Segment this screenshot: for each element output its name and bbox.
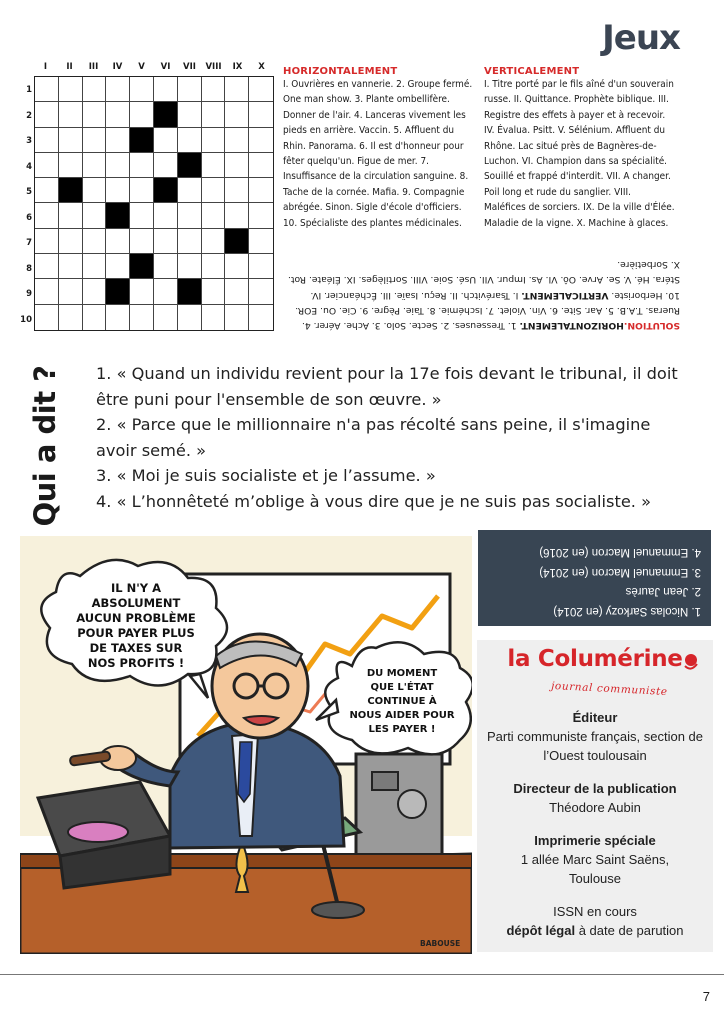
crossword-black-cell xyxy=(130,128,154,153)
crossword-column-label: I xyxy=(43,62,48,72)
bubble-left-line-6: NOS PROFITS ! xyxy=(87,656,185,670)
crossword-cell xyxy=(154,128,178,153)
quote-2: 2. « Parce que le millionnaire n'a pas récolté sans peine, il s'imagine avoir semé. » xyxy=(96,415,651,460)
quote-1: 1. « Quand un individu revient pour la 17e fois devant le tribunal, il doit être puni pour l'ensemble de son œuvre. » xyxy=(96,364,678,409)
crossword-cell xyxy=(154,305,178,330)
crossword-cell xyxy=(35,279,59,304)
crossword-cell xyxy=(202,254,226,279)
crossword-grid xyxy=(14,62,274,334)
crossword-cell xyxy=(202,178,226,203)
printer-label: Imprimerie spéciale xyxy=(534,833,656,848)
crossword-row-label: 3 xyxy=(26,136,32,146)
crossword-row-label: 9 xyxy=(26,289,32,299)
crossword-cell xyxy=(249,279,273,304)
crossword-cell xyxy=(130,178,154,203)
page-title: Jeux xyxy=(602,18,680,58)
crossword-cell xyxy=(225,279,249,304)
crossword-black-cell xyxy=(59,178,83,203)
crossword-cell xyxy=(35,178,59,203)
crossword-cell xyxy=(35,254,59,279)
crossword-cell xyxy=(178,229,202,254)
clues-horizontal-heading: HORIZONTALEMENT xyxy=(283,66,398,77)
crossword-cell xyxy=(249,254,273,279)
bubble-right-line-5: LES PAYER ! xyxy=(368,724,436,735)
crossword-cell xyxy=(249,102,273,127)
bubble-left-line-2: ABSOLUMENT xyxy=(91,596,181,610)
editor-block xyxy=(477,708,713,765)
crossword-cell xyxy=(106,128,130,153)
colophon xyxy=(477,640,713,952)
legal-deposit-bold: dépôt légal xyxy=(506,923,576,938)
crossword-cell xyxy=(106,77,130,102)
crossword-cell xyxy=(35,153,59,178)
crossword-cell xyxy=(178,178,202,203)
crossword-cell xyxy=(35,77,59,102)
crossword-cell xyxy=(106,229,130,254)
crossword-row-label: 7 xyxy=(26,238,32,248)
crossword-cell xyxy=(83,254,107,279)
crossword-cell xyxy=(225,153,249,178)
crossword-cell xyxy=(202,77,226,102)
crossword-solution xyxy=(284,259,680,333)
bubble-left-line-1: IL N'Y A xyxy=(111,581,161,595)
crossword-column-label: IV xyxy=(112,62,123,72)
bubble-right-line-1: DU MOMENT xyxy=(366,668,438,679)
crossword-cell xyxy=(35,128,59,153)
director-value: Théodore Aubin xyxy=(549,800,641,815)
legal-deposit xyxy=(477,921,713,940)
crossword-cell xyxy=(59,254,83,279)
crossword-cell xyxy=(83,102,107,127)
crossword-column-label: IX xyxy=(232,62,243,72)
crossword-cell xyxy=(178,77,202,102)
crossword-cell xyxy=(202,229,226,254)
editor-value: Parti communiste français, section de l’Ouest toulousain xyxy=(486,729,704,763)
clues-vertical-heading: VERTICALEMENT xyxy=(484,66,580,77)
crossword-cell xyxy=(154,279,178,304)
quiz-heading xyxy=(18,362,72,530)
quote-4: 4. « L’honnêteté m’oblige à vous dire que je ne suis pas socialiste. » xyxy=(96,491,651,511)
crossword-row-label: 2 xyxy=(26,110,32,121)
crossword-black-cell xyxy=(154,178,178,203)
crossword-cell xyxy=(202,279,226,304)
legal-block xyxy=(477,902,713,940)
crossword-cell xyxy=(35,102,59,127)
solution-horizontal-text: 1. Tresseuses. 2. Secte. Solo. 3. Ache. Aérer. 4. Rueras. T.A.B. 5. Aar. Site. 6. Vin. Violet. 7. Ischémie. 8. Taie. Pègre. 9. Cie. Ou. EOR. 10. Herboriste. xyxy=(295,289,680,331)
bubble-left-line-4: POUR PAYER PLUS xyxy=(77,626,195,640)
crossword-column-label: III xyxy=(88,62,99,72)
crossword-black-cell xyxy=(178,153,202,178)
bubble-left-line-3: AUCUN PROBLÈME xyxy=(76,611,196,625)
crossword-cell xyxy=(249,178,273,203)
clues-vertical-text: I. Titre porté par le fils aîné d'un souverain russe. II. Quittance. Prophète biblique. III. Registre des effets à payer et à recevoir. IV. Évalua. Psitt. V. Sélénium. Affluent du Rhône. Lac situé près de Bagnères-de-Luchon. VI. Champion dans sa spécialité. Souillé et frappé d'interdit. VII. A changer. Poil long et rude du sanglier. VIII. Maléfices de sorciers. IX. De la ville d'Élée. Maladie de la vigne. X. Machine à glaces. xyxy=(484,79,675,229)
crossword-cells xyxy=(34,76,274,331)
crossword-cell xyxy=(202,153,226,178)
crossword-cell xyxy=(59,153,83,178)
answer-3: 3. Emmanuel Macron (en 2014) xyxy=(539,566,701,578)
crossword-cell xyxy=(35,305,59,330)
crossword-cell xyxy=(83,178,107,203)
crossword-cell xyxy=(35,203,59,228)
crossword-cell xyxy=(225,178,249,203)
solution-vertical-label: VERTICALEMENT. xyxy=(521,289,609,301)
crossword-row-label: 8 xyxy=(26,263,32,274)
crossword-cell xyxy=(202,305,226,330)
crossword-black-cell xyxy=(130,254,154,279)
crossword-cell xyxy=(202,102,226,127)
crossword-cell xyxy=(225,128,249,153)
bubble-right-line-3: CONTINUE À xyxy=(367,696,437,707)
crossword-cell xyxy=(178,203,202,228)
legal-deposit-rest: à date de parution xyxy=(575,923,684,938)
solution-label: SOLUTION. xyxy=(623,320,680,331)
crossword-cell xyxy=(225,102,249,127)
crossword-cell xyxy=(83,279,107,304)
crossword-cell xyxy=(225,254,249,279)
crossword-cell xyxy=(225,203,249,228)
crossword-cell xyxy=(59,305,83,330)
crossword-black-cell xyxy=(225,229,249,254)
crossword-cell xyxy=(225,77,249,102)
crossword-cell xyxy=(83,229,107,254)
crossword-cell xyxy=(106,178,130,203)
crossword-cell xyxy=(249,77,273,102)
crossword-row-label: 1 xyxy=(26,85,32,95)
issn: ISSN en cours xyxy=(553,904,637,919)
crossword-column-label: II xyxy=(66,62,73,72)
crossword-cell xyxy=(59,229,83,254)
crossword-cell xyxy=(130,305,154,330)
logo-name: la Columérine xyxy=(507,646,683,672)
answer-1: 1. Nicolas Sarkozy (en 2014) xyxy=(553,605,701,617)
crossword-row-label: 6 xyxy=(26,212,32,223)
crossword-cell xyxy=(59,128,83,153)
crossword-cell xyxy=(178,254,202,279)
editor-label: Éditeur xyxy=(572,710,618,725)
crossword-black-cell xyxy=(106,203,130,228)
crossword-cell xyxy=(249,128,273,153)
crossword-cell xyxy=(83,77,107,102)
crossword-cell xyxy=(106,254,130,279)
crossword-cell xyxy=(202,128,226,153)
crossword-cell xyxy=(106,153,130,178)
crossword-cell xyxy=(83,128,107,153)
crossword-column-label: X xyxy=(258,62,265,72)
printer-line-2: Toulouse xyxy=(568,871,622,886)
crossword-cell xyxy=(225,305,249,330)
crossword-cell xyxy=(249,203,273,228)
crossword-row-label: 4 xyxy=(26,161,32,172)
footer-divider xyxy=(0,974,724,975)
bubble-right-line-2: QUE L'ÉTAT xyxy=(370,682,434,693)
crossword-cell xyxy=(35,229,59,254)
crossword-cell xyxy=(59,279,83,304)
crossword-cell xyxy=(249,229,273,254)
crossword-cell xyxy=(178,102,202,127)
crossword-row-label: 5 xyxy=(26,187,32,197)
answer-2: 2. Jean Jaurès xyxy=(625,585,701,598)
crossword-cell xyxy=(130,279,154,304)
cartoon-signature: BABOUSE xyxy=(420,939,461,948)
cartoon-illustration xyxy=(20,536,472,954)
crossword-cell xyxy=(178,128,202,153)
clues-horizontal xyxy=(283,66,488,231)
crossword-cell xyxy=(59,102,83,127)
clues-vertical xyxy=(484,66,689,231)
crossword-cell xyxy=(130,77,154,102)
bubble-left-line-5: DE TAXES SUR xyxy=(89,641,183,655)
crossword-column-label: VI xyxy=(160,62,171,72)
crossword-cell xyxy=(154,229,178,254)
crossword-cell xyxy=(249,305,273,330)
newspaper-logo xyxy=(477,640,713,702)
logo-tagline: journal communiste xyxy=(550,679,668,699)
crossword-black-cell xyxy=(154,102,178,127)
crossword-cell xyxy=(130,153,154,178)
crossword-cell xyxy=(130,229,154,254)
crossword-column-label: V xyxy=(138,62,145,72)
printer-block xyxy=(477,831,713,888)
solution-vertical-text: I. Tsarévitch. II. Reçu. Isaïe. III. Échéancier. IV. Stéra. Hé. V. Se. Arve. Oô. VI. As. Impur. VII. Usé. Soie. VIII. Sortilèges. IX. Éléate. Rot. X. Sorbetière. xyxy=(287,259,680,301)
crossword-column-label: VIII xyxy=(205,62,222,72)
clues-horizontal-text: I. Ouvrières en vannerie. 2. Groupe fermé. One man show. 3. Plante ombellifère. Donner de l'air. 4. Lanceras vivement les pieds en arrière. Vaccin. 5. Affluent du Rhin. Panorama. 6. Il est d'honneur pour fêter quelqu'un. Figue de mer. 7. Insuffisance de la circulation sanguine. 8. Tache de la cornée. Mafia. 9. Compagnie abrégée. Sinon. Sigle d'école d'officiers. 10. Spécialiste des plantes médicinales. xyxy=(283,79,473,229)
crossword-cell xyxy=(130,203,154,228)
crossword-black-cell xyxy=(106,279,130,304)
crossword-cell xyxy=(154,77,178,102)
crossword-cell xyxy=(106,305,130,330)
crossword-column-label: VII xyxy=(183,62,196,72)
crossword-cell xyxy=(154,203,178,228)
crossword-cell xyxy=(154,153,178,178)
crossword-cell xyxy=(202,203,226,228)
bubble-right-line-4: NOUS AIDER POUR xyxy=(349,710,455,721)
page-number: 7 xyxy=(702,989,710,1004)
director-block xyxy=(477,779,713,817)
rose-icon xyxy=(681,652,701,672)
crossword-cell xyxy=(59,77,83,102)
crossword-cell xyxy=(83,203,107,228)
crossword-cell xyxy=(83,305,107,330)
crossword-cell xyxy=(83,153,107,178)
crossword-cell xyxy=(154,254,178,279)
solution-horizontal-label: HORIZONTALEMENT. xyxy=(519,320,624,331)
quiz-quotes xyxy=(96,361,686,514)
crossword-cell xyxy=(178,305,202,330)
crossword-row-label: 10 xyxy=(20,314,32,325)
cartoon-drawing xyxy=(20,536,472,954)
quote-3: 3. « Moi je suis socialiste et je l’assume. » xyxy=(96,466,436,485)
crossword-cell xyxy=(130,102,154,127)
quiz-heading-text: Qui a dit ? xyxy=(28,365,62,527)
crossword-cell xyxy=(59,203,83,228)
director-label: Directeur de la publication xyxy=(513,781,677,796)
crossword-cell xyxy=(249,153,273,178)
printer-line-1: 1 allée Marc Saint Saëns, xyxy=(520,852,670,867)
crossword-cell xyxy=(106,102,130,127)
answer-4: 4. Emmanuel Macron (en 2016) xyxy=(539,546,701,559)
crossword-black-cell xyxy=(178,279,202,304)
quiz-answers-box xyxy=(478,530,711,626)
